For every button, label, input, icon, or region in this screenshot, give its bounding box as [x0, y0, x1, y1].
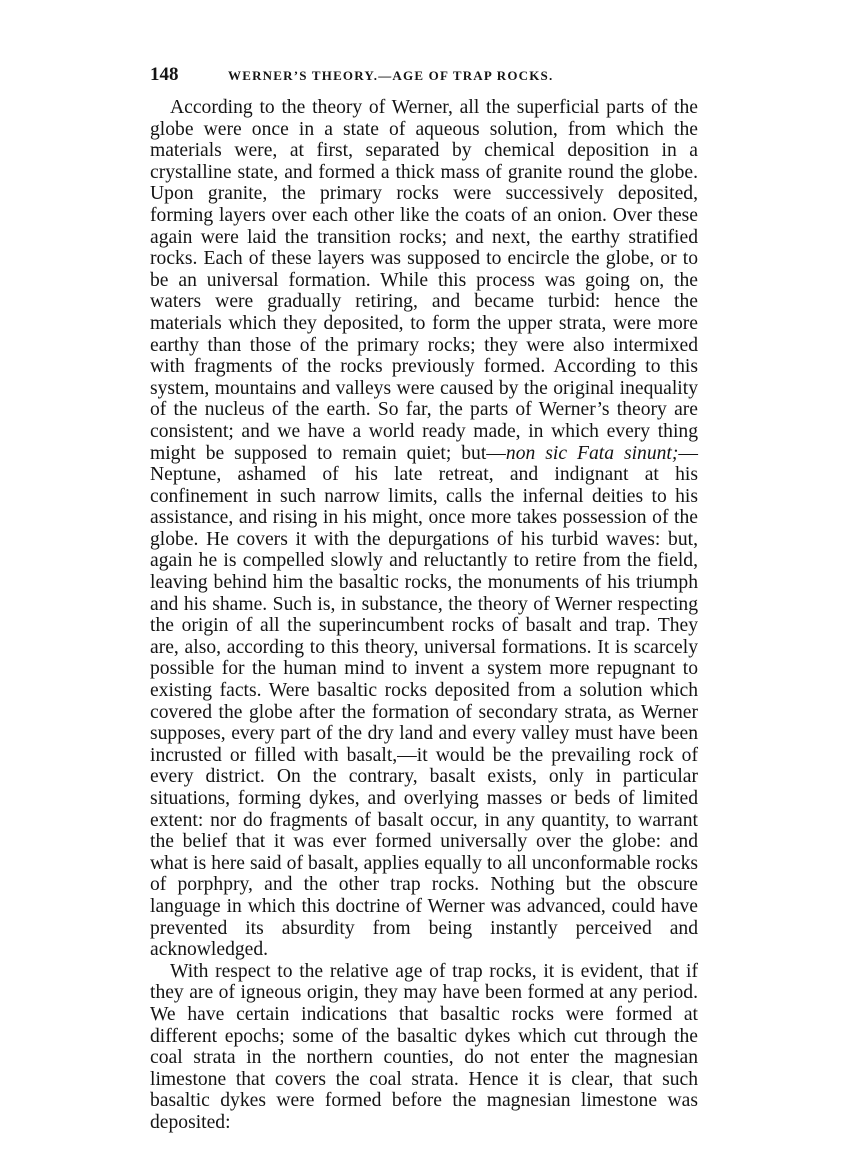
paragraph-age-of-trap-rocks: With respect to the relative age of trap rocks, it is evident, that if they are of igneous origin, they may have been formed at any period. We have certain indications that basaltic rocks were formed at different epochs; some of the basaltic dykes which cut through the coal strata in the northern counties, do not enter the magnesian limestone that covers the coal strata. Hence it is clear, that such basaltic dykes were formed before the magnesian limestone was deposited:	[150, 960, 698, 1133]
paragraph-text: — Neptune, ashamed of his late retreat, and indignant at his confinement in such narrow limits, calls the infernal deities to his assistance, and rising in his might, once more takes possession of the globe. He covers it with the depurgations of his turbid waves: but, again he is compelled slowly and reluctantly to retire from the field, leaving behind him the basaltic rocks, the monuments of his triumph and his shame. Such is, in substance, the theory of Werner respecting the origin of all the superincumbent rocks of basalt and trap. They are, also, according to this theory, universal formations. It is scarcely possible for the human mind to invent a system more repugnant to existing facts. Were basaltic rocks deposited from a solution which covered the globe after the formation of secondary strata, as Werner supposes, every part of the dry land and every valley must have been incrusted or filled with basalt,—it would be the prevailing rock of every district. On the contrary, basalt exists, only in particular situations, forming dykes, and overlying masses or beds of limited extent: nor do fragments of basalt occur, in any quantity, to warrant the belief that it was ever formed universally over the globe: and what is here said of basalt, applies equally to all unconformable rocks of porphpry, and the other trap rocks. Nothing but the obscure language in which this doctrine of Werner was advanced, could have prevented its absurdity from being instantly perceived and acknowledged.	[150, 442, 698, 961]
page-header	[150, 64, 698, 88]
paragraph-text: According to the theory of Werner, all the superficial parts of the globe were once in a state of aqueous solution, from which the materials were, at first, separated by chemical deposition in a crystalline state, and formed a thick mass of granite round the globe. Upon granite, the primary rocks were successively deposited, forming layers over each other like the coats of an onion. Over these again were laid the transition rocks; and next, the earthy stratified rocks. Each of these layers was supposed to encircle the globe, or to be an universal formation. While this process was going on, the waters were gradually retiring, and became turbid: hence the materials which they deposited, to form the upper strata, were more earthy than those of the primary rocks; they were also intermixed with fragments of the rocks previously formed. According to this system, mountains and valleys were caused by the original inequality of the nucleus of the earth. So far, the parts of Werner’s theory are consistent; and we have a world ready made, in which every thing might be supposed to remain quiet; but—	[150, 97, 698, 464]
latin-quotation: non sic Fata sinunt;	[505, 442, 679, 464]
running-head: WERNER’S THEORY.—AGE OF TRAP ROCKS.	[228, 68, 554, 83]
body-text	[150, 97, 698, 1134]
paragraph-werner-theory	[150, 97, 698, 961]
page-number: 148	[150, 64, 179, 85]
